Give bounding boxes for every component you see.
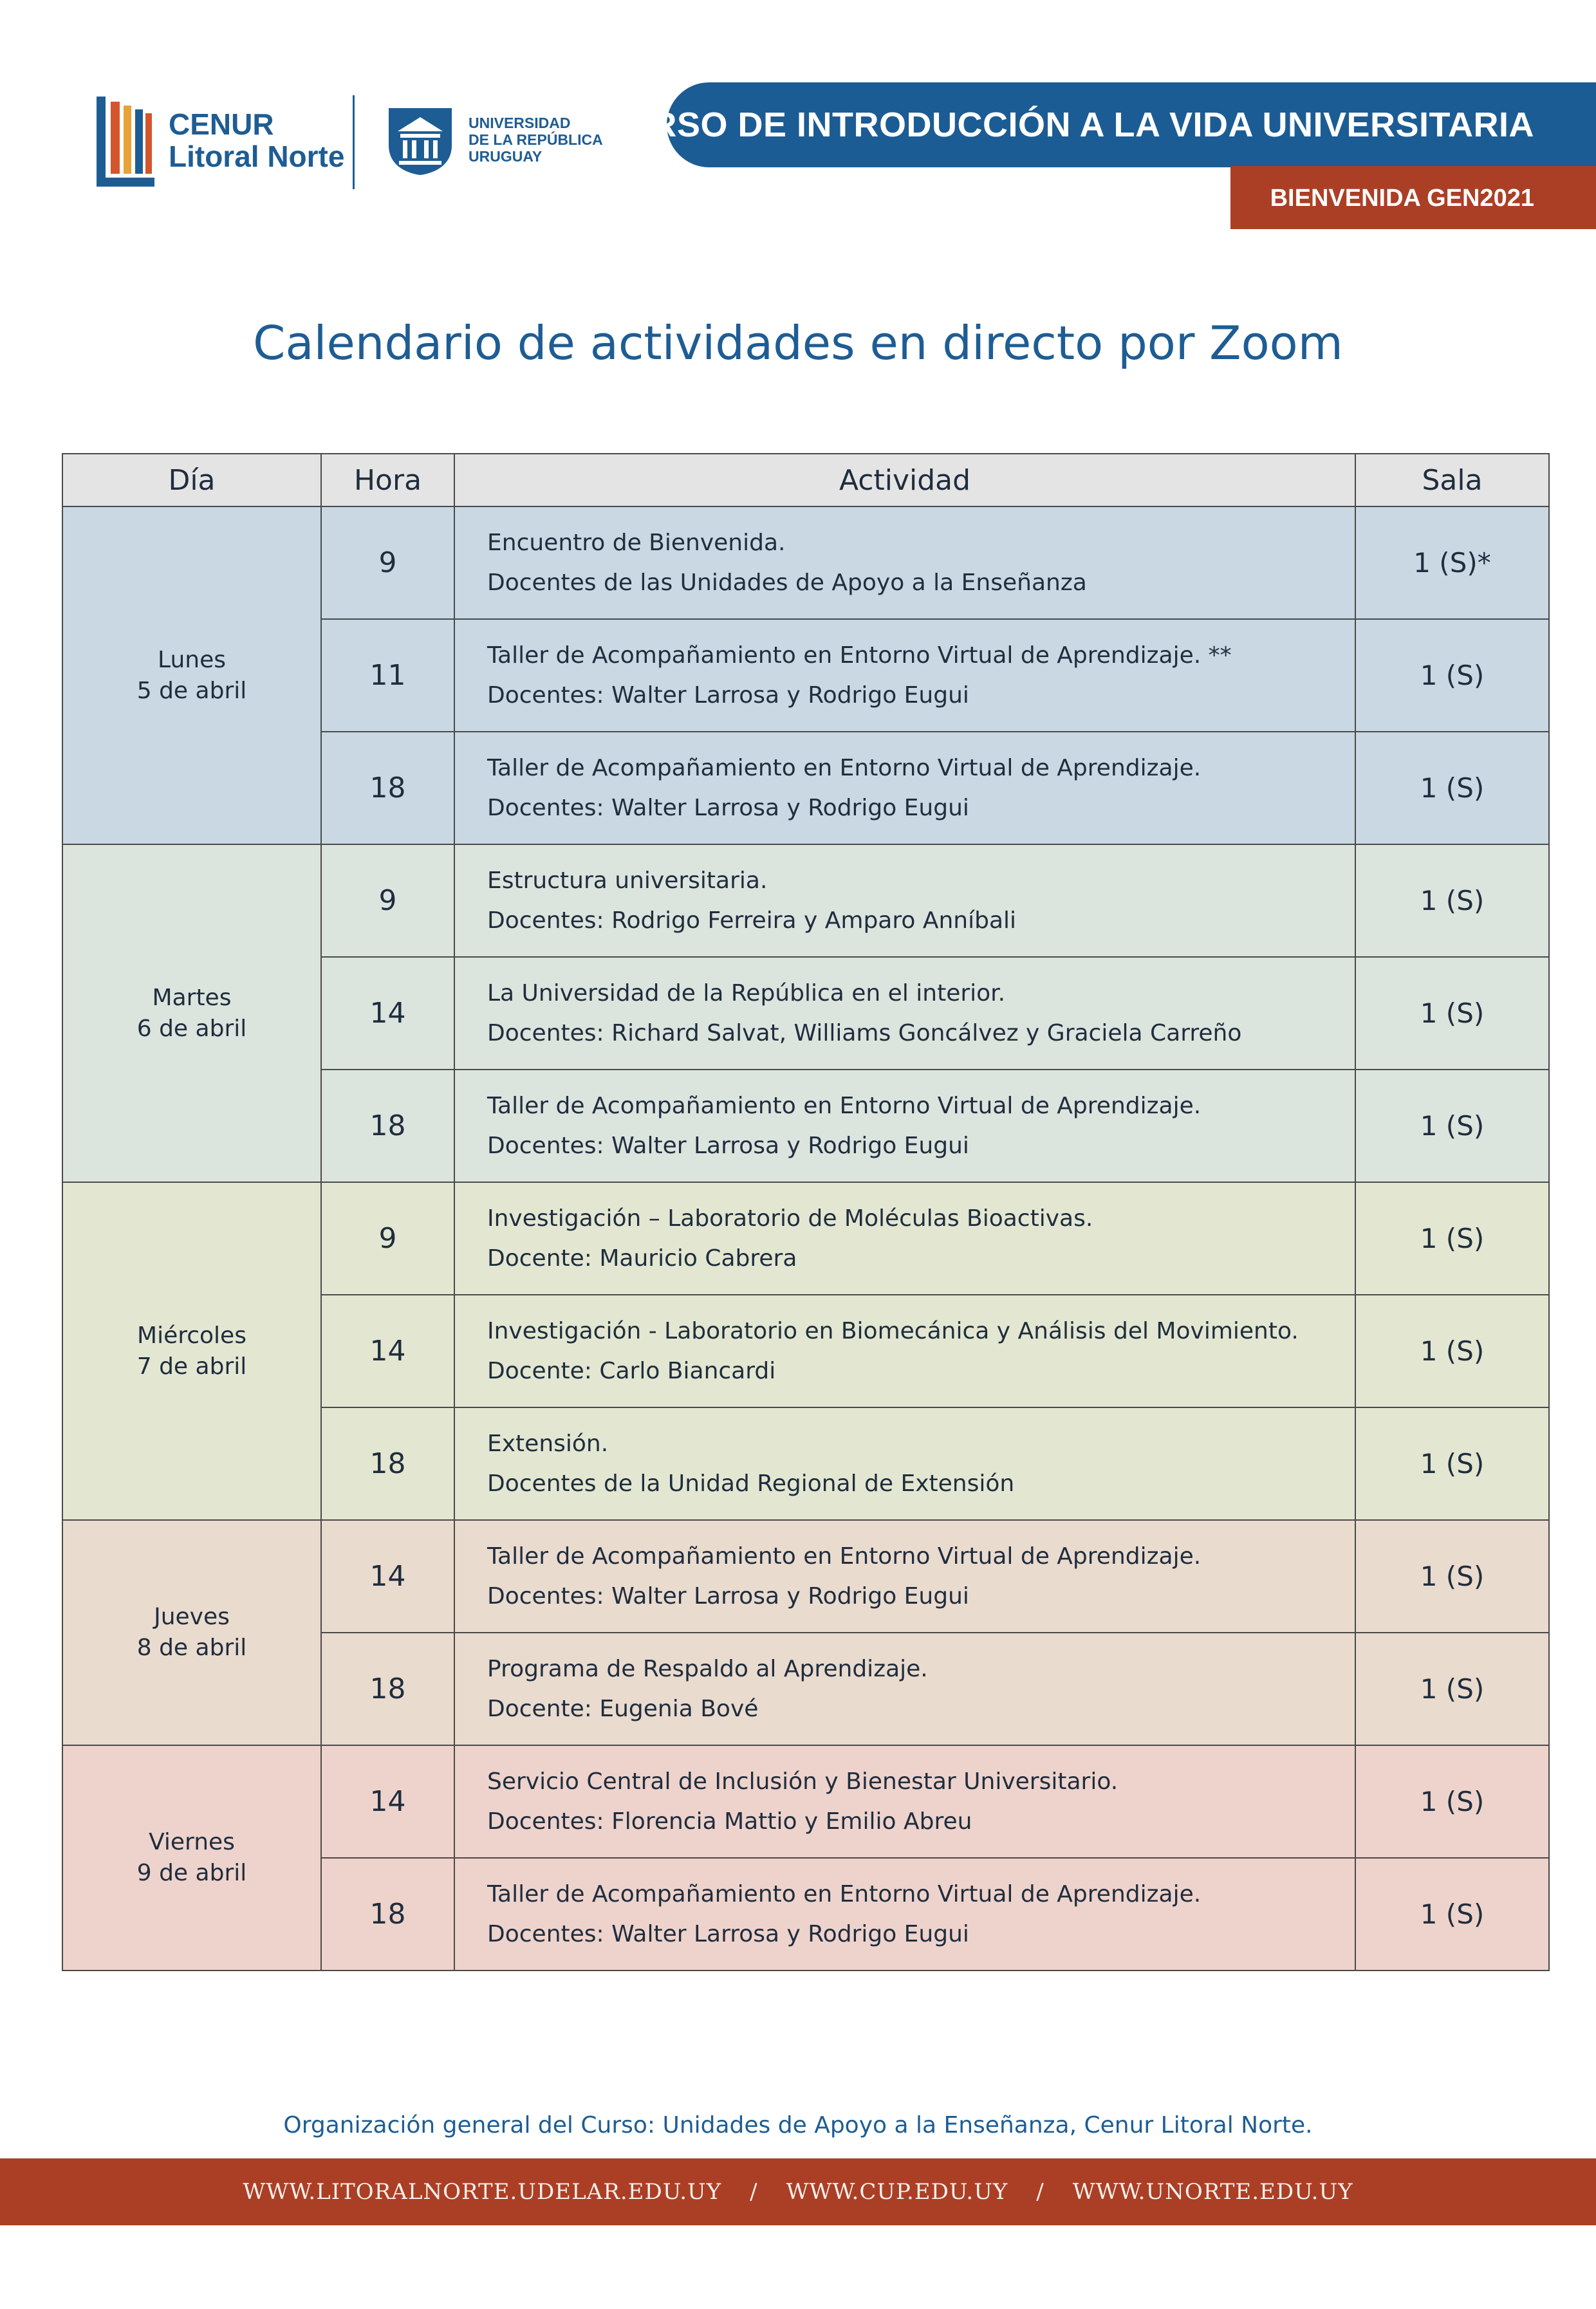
day-date: 9 de abril bbox=[136, 1860, 247, 1886]
cenur-logo bbox=[97, 97, 354, 193]
cenur-name-line1: CENUR bbox=[169, 107, 274, 141]
room-cell: 1 (S) bbox=[1355, 1520, 1549, 1633]
hour-cell: 9 bbox=[321, 506, 454, 619]
activity-title: Extensión. bbox=[487, 1430, 609, 1457]
table-row bbox=[62, 1520, 1549, 1633]
column-header-room: Sala bbox=[1355, 454, 1549, 506]
room-cell: 1 (S) bbox=[1355, 1182, 1549, 1295]
day-cell bbox=[62, 844, 321, 1182]
column-header-day: Día bbox=[62, 454, 321, 506]
day-cell bbox=[62, 506, 321, 844]
hour-cell: 18 bbox=[321, 1858, 454, 1971]
cenur-name-line2: Litoral Norte bbox=[169, 140, 345, 173]
activity-cell bbox=[454, 732, 1355, 844]
activity-cell bbox=[454, 1407, 1355, 1520]
udelar-seal-icon bbox=[386, 106, 454, 176]
hour-cell: 14 bbox=[321, 1520, 454, 1633]
hour-cell: 9 bbox=[321, 844, 454, 957]
column-header-hour: Hora bbox=[321, 454, 454, 506]
generation-badge-label: BIENVENIDA GEN2021 bbox=[1270, 185, 1534, 212]
udelar-name-line1: UNIVERSIDAD bbox=[469, 115, 571, 131]
table-header-row bbox=[62, 454, 1549, 506]
schedule-body bbox=[62, 506, 1549, 1971]
activity-teachers: Docentes: Rodrigo Ferreira y Amparo Anníbali bbox=[487, 907, 1017, 934]
activity-title: Estructura universitaria. bbox=[487, 867, 768, 894]
day-name: Miércoles bbox=[137, 1322, 246, 1349]
room-cell: 1 (S) bbox=[1355, 844, 1549, 957]
activity-teachers: Docentes: Walter Larrosa y Rodrigo Eugui bbox=[487, 682, 969, 709]
activity-cell bbox=[454, 844, 1355, 957]
activity-title: Taller de Acompañamiento en Entorno Virtual de Aprendizaje. bbox=[487, 754, 1202, 781]
column-header-activity: Actividad bbox=[454, 454, 1355, 506]
footer-links bbox=[0, 2178, 1596, 2206]
activity-title: Taller de Acompañamiento en Entorno Virtual de Aprendizaje. ** bbox=[487, 642, 1232, 669]
footer-separator: / bbox=[750, 2179, 758, 2205]
course-title: CURSO DE INTRODUCCIÓN A LA VIDA UNIVERSITARIA bbox=[600, 106, 1534, 144]
activity-teachers: Docentes: Florencia Mattio y Emilio Abreu bbox=[487, 1808, 972, 1835]
hour-cell: 9 bbox=[321, 1182, 454, 1295]
activity-teachers: Docentes de la Unidad Regional de Extensión bbox=[487, 1470, 1015, 1497]
page-title: Calendario de actividades en directo por Zoom bbox=[253, 316, 1343, 370]
activity-title: Investigación - Laboratorio en Biomecánica y Análisis del Movimiento. bbox=[487, 1317, 1299, 1344]
cenur-book-icon bbox=[97, 97, 154, 187]
activity-title: Programa de Respaldo al Aprendizaje. bbox=[487, 1655, 928, 1682]
footer-separator: / bbox=[1036, 2179, 1044, 2205]
activity-teachers: Docentes: Walter Larrosa y Rodrigo Eugui bbox=[487, 1582, 969, 1609]
day-date: 7 de abril bbox=[136, 1353, 247, 1380]
day-date: 8 de abril bbox=[136, 1635, 247, 1661]
room-cell: 1 (S) bbox=[1355, 1633, 1549, 1745]
udelar-name-line2: DE LA REPÚBLICA bbox=[469, 131, 603, 148]
hour-cell: 18 bbox=[321, 1407, 454, 1520]
activity-cell bbox=[454, 957, 1355, 1070]
activity-teachers: Docentes: Walter Larrosa y Rodrigo Eugui bbox=[487, 1132, 969, 1159]
footer-link-litoralnorte[interactable]: WWW.LITORALNORTE.UDELAR.EDU.UY bbox=[243, 2179, 722, 2205]
udelar-name-line3: URUGUAY bbox=[469, 148, 543, 165]
footer-link-cup[interactable]: WWW.CUP.EDU.UY bbox=[786, 2179, 1008, 2205]
cenur-name bbox=[169, 108, 344, 172]
course-banner bbox=[600, 82, 1596, 167]
day-date: 6 de abril bbox=[136, 1015, 247, 1042]
room-cell: 1 (S) bbox=[1355, 1407, 1549, 1520]
activity-title: Taller de Acompañamiento en Entorno Virtual de Aprendizaje. bbox=[487, 1880, 1202, 1907]
footer-link-unorte[interactable]: WWW.UNORTE.EDU.UY bbox=[1072, 2179, 1353, 2205]
generation-badge bbox=[1230, 166, 1596, 229]
schedule-table bbox=[62, 453, 1550, 1971]
room-cell: 1 (S) bbox=[1355, 1295, 1549, 1407]
organizer-note: Organización general del Curso: Unidades de Apoyo a la Enseñanza, Cenur Litoral Norte. bbox=[283, 2112, 1313, 2138]
day-name: Lunes bbox=[158, 646, 226, 673]
activity-title: Servicio Central de Inclusión y Bienestar Universitario. bbox=[487, 1768, 1118, 1795]
day-cell bbox=[62, 1745, 321, 1971]
activity-teachers: Docentes: Walter Larrosa y Rodrigo Eugui bbox=[487, 1920, 969, 1947]
day-name: Viernes bbox=[149, 1829, 235, 1855]
hour-cell: 18 bbox=[321, 732, 454, 844]
room-cell: 1 (S) bbox=[1355, 957, 1549, 1070]
activity-cell bbox=[454, 1070, 1355, 1182]
table-row bbox=[62, 1745, 1549, 1858]
activity-cell bbox=[454, 1858, 1355, 1971]
day-cell bbox=[62, 1182, 321, 1520]
activity-teachers: Docente: Carlo Biancardi bbox=[487, 1357, 776, 1384]
activity-cell bbox=[454, 1295, 1355, 1407]
room-cell: 1 (S) bbox=[1355, 732, 1549, 844]
hour-cell: 14 bbox=[321, 1745, 454, 1858]
room-cell: 1 (S) bbox=[1355, 1745, 1549, 1858]
footer-bar bbox=[0, 2158, 1596, 2225]
activity-title: Taller de Acompañamiento en Entorno Virtual de Aprendizaje. bbox=[487, 1543, 1202, 1570]
activity-title: Taller de Acompañamiento en Entorno Virtual de Aprendizaje. bbox=[487, 1092, 1202, 1119]
room-cell: 1 (S) bbox=[1355, 619, 1549, 732]
hour-cell: 14 bbox=[321, 1295, 454, 1407]
activity-cell bbox=[454, 1520, 1355, 1633]
hour-cell: 18 bbox=[321, 1633, 454, 1745]
activity-cell bbox=[454, 1182, 1355, 1295]
activity-title: Investigación – Laboratorio de Moléculas Bioactivas. bbox=[487, 1205, 1093, 1232]
table-row bbox=[62, 1182, 1549, 1295]
udelar-logo bbox=[386, 103, 618, 187]
activity-teachers: Docente: Mauricio Cabrera bbox=[487, 1245, 797, 1272]
logo-divider bbox=[353, 95, 355, 189]
room-cell: 1 (S) bbox=[1355, 1858, 1549, 1971]
table-row bbox=[62, 506, 1549, 619]
udelar-name bbox=[469, 115, 603, 165]
activity-title: La Universidad de la República en el interior. bbox=[487, 979, 1006, 1006]
day-name: Jueves bbox=[154, 1604, 230, 1630]
room-cell: 1 (S) bbox=[1355, 1070, 1549, 1182]
table-row bbox=[62, 844, 1549, 957]
hour-cell: 11 bbox=[321, 619, 454, 732]
activity-teachers: Docentes de las Unidades de Apoyo a la Enseñanza bbox=[487, 569, 1087, 596]
activity-teachers: Docentes: Walter Larrosa y Rodrigo Eugui bbox=[487, 794, 969, 821]
activity-cell bbox=[454, 619, 1355, 732]
day-date: 5 de abril bbox=[136, 677, 247, 704]
activity-teachers: Docentes: Richard Salvat, Williams Goncálvez y Graciela Carreño bbox=[487, 1019, 1242, 1046]
activity-cell bbox=[454, 1745, 1355, 1858]
activity-cell bbox=[454, 506, 1355, 619]
hour-cell: 18 bbox=[321, 1070, 454, 1182]
room-cell: 1 (S)* bbox=[1355, 506, 1549, 619]
hour-cell: 14 bbox=[321, 957, 454, 1070]
activity-teachers: Docente: Eugenia Bové bbox=[487, 1695, 759, 1722]
day-name: Martes bbox=[152, 984, 232, 1011]
activity-cell bbox=[454, 1633, 1355, 1745]
activity-title: Encuentro de Bienvenida. bbox=[487, 529, 786, 556]
day-cell bbox=[62, 1520, 321, 1745]
